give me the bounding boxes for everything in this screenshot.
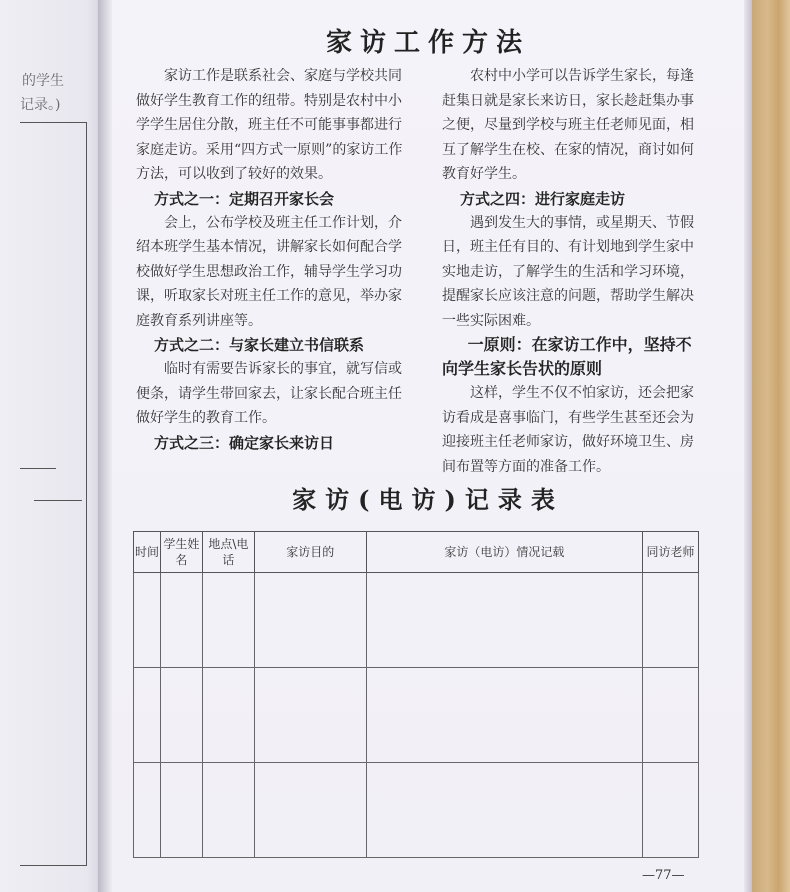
right-column — [442, 64, 704, 479]
header-student-name: 学生姓名 — [160, 532, 202, 573]
previous-page-rule — [20, 468, 56, 469]
method-1-body: 会上，公布学校及班主任工作计划，介绍本班学生基本情况，讲解家长如何配合学校做好学生思想政治工作，辅导学生学习功课，听取家长对班主任工作的意见，举办家庭教育系列讲座等。 — [136, 214, 402, 329]
header-location-phone: 地点\电话 — [202, 532, 254, 573]
method-2-heading: 方式之二：与家长建立书信联系 — [154, 336, 365, 354]
table-row — [134, 573, 699, 668]
previous-page-text: 记录。) — [20, 97, 61, 113]
previous-page-text: 的学生 — [22, 73, 64, 89]
header-time: 时间 — [134, 532, 161, 573]
method-1-heading: 方式之一：定期召开家长会 — [154, 189, 335, 208]
principle-heading: 一原则：在家访工作中，坚持不向学生家长告状的原则 — [442, 335, 692, 378]
wooden-surface — [752, 0, 790, 892]
header-visit-purpose: 家访目的 — [254, 532, 366, 573]
header-accompanying-teacher: 同访老师 — [643, 532, 699, 573]
intro-paragraph: 家访工作是联系社会、家庭与学校共同做好学生教育工作的纽带。特别是农村中小学学生居住分散，班主任不可能事事都进行家庭走访。采用“四方式一原则”的家访工作方法，可以收到了较好的效果。 — [136, 68, 403, 182]
record-table-header — [134, 532, 699, 573]
header-visit-record: 家访（电访）情况记载 — [366, 532, 642, 573]
previous-page-edge — [0, 0, 102, 892]
previous-page-rule — [34, 500, 82, 501]
method-2-body: 临时有需要告诉家长的事宜，就写信或便条，请学生带回家去，让家长配合班主任做好学生的教育工作。 — [136, 361, 402, 426]
table-row — [134, 763, 699, 858]
method-4-body: 遇到发生大的事情，或星期天、节假日，班主任有目的、有计划地到学生家中实地走访，了解学生的生活和学习环境，提醒家长应该注意的问题，帮助学生解决一些实际困难。 — [442, 214, 694, 329]
table-row — [134, 668, 699, 763]
previous-page-table — [20, 122, 87, 866]
record-table-title: 家访(电访)记录表 — [292, 485, 564, 514]
method-3-body: 农村中小学可以告诉学生家长，每逢赶集日就是家长来访日，家长趁赶集办事之便，尽量到学校与班主任老师见面，相互了解学生在校、在家的情况，商讨如何教育好学生。 — [442, 68, 694, 182]
page-title: 家访工作方法 — [325, 28, 530, 58]
left-column — [136, 64, 406, 455]
method-4-heading: 方式之四：进行家庭走访 — [460, 189, 626, 208]
record-table — [133, 531, 699, 858]
principle-body: 这样，学生不仅不怕家访，还会把家访看成是喜事临门，有些学生甚至还会为迎接班主任老师家访，做好环境卫生、房间布置等方面的准备工作。 — [442, 385, 694, 475]
book-page — [112, 0, 744, 892]
page-number: —77— — [642, 868, 685, 883]
book-gutter — [98, 0, 112, 892]
method-3-heading: 方式之三：确定家长来访日 — [154, 433, 335, 452]
